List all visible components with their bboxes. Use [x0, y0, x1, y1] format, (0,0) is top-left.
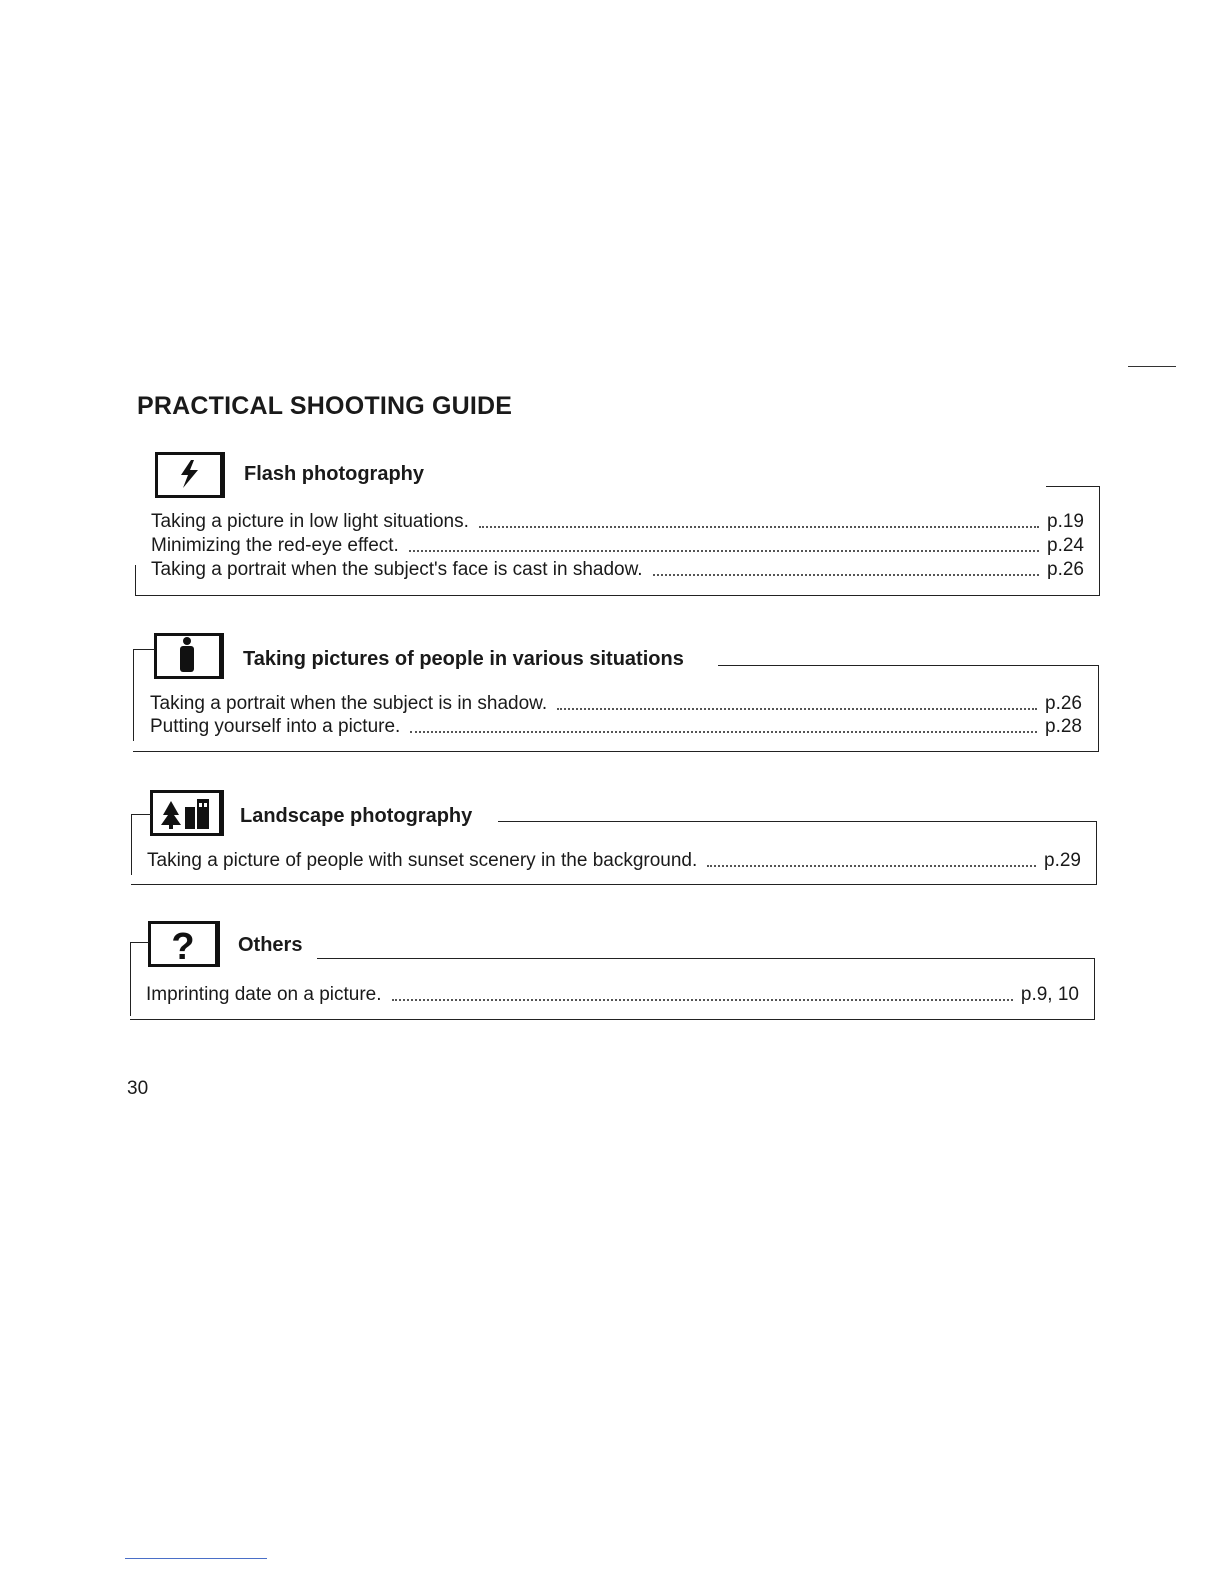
entry-text: Minimizing the red-eye effect. [151, 535, 399, 556]
list-item [150, 693, 1082, 715]
section-left-rule [133, 649, 134, 741]
section-top-rule-left [131, 814, 151, 815]
section-heading: Others [238, 934, 303, 956]
entry-text: Taking a portrait when the subject is in shadow. [150, 693, 548, 714]
section-right-rule [1099, 486, 1100, 596]
section-top-rule [317, 958, 1095, 959]
section-bottom-rule [133, 751, 1099, 752]
section-left-rule [135, 565, 136, 595]
section-right-rule [1098, 665, 1099, 752]
list-item [151, 535, 1084, 557]
section-left-rule [131, 814, 132, 875]
section-top-rule [1046, 486, 1100, 487]
entry-text: Imprinting date on a picture. [146, 984, 382, 1005]
svg-text:?: ? [171, 926, 195, 964]
entry-text: Taking a picture in low light situations. [151, 511, 469, 532]
corner-mark [1128, 366, 1176, 367]
list-item [146, 984, 1079, 1006]
dot-leader [392, 999, 1013, 1001]
footer-line [125, 1558, 267, 1559]
page-number: 30 [127, 1078, 149, 1099]
entry-page: p.26 [1047, 559, 1084, 580]
list-item [151, 559, 1084, 581]
entry-page: p.26 [1045, 693, 1082, 714]
page-title: PRACTICAL SHOOTING GUIDE [137, 392, 513, 420]
list-item [147, 850, 1081, 872]
dot-leader [409, 550, 1039, 552]
section-bottom-rule [130, 1019, 1095, 1020]
entry-text: Taking a portrait when the subject's face is cast in shadow. [151, 559, 643, 580]
section-left-rule [130, 942, 131, 1016]
entry-page: p.28 [1045, 716, 1082, 737]
section-top-rule [718, 665, 1099, 666]
list-item [151, 511, 1084, 533]
entry-page: p.9, 10 [1020, 984, 1079, 1005]
dot-leader [479, 526, 1039, 528]
flash-icon [155, 452, 225, 498]
section-top-rule-left [133, 649, 155, 650]
section-heading: Landscape photography [240, 805, 473, 827]
section-heading: Taking pictures of people in various situations [243, 648, 684, 670]
person-icon [154, 633, 224, 679]
entry-page: p.19 [1047, 511, 1084, 532]
section-bottom-rule [131, 884, 1097, 885]
dot-leader [410, 731, 1037, 733]
entry-text: Taking a picture of people with sunset scenery in the background. [147, 850, 698, 871]
section-right-rule [1096, 821, 1097, 885]
entry-page: p.29 [1044, 850, 1081, 871]
dot-leader [557, 708, 1037, 710]
section-right-rule [1094, 958, 1095, 1020]
dot-leader [707, 865, 1036, 867]
section-bottom-rule [135, 595, 1100, 596]
landscape-icon [150, 790, 224, 836]
list-item [150, 716, 1082, 738]
entry-page: p.24 [1047, 535, 1084, 556]
question-icon [148, 921, 220, 967]
dot-leader [653, 574, 1039, 576]
section-top-rule [498, 821, 1097, 822]
entry-text: Putting yourself into a picture. [150, 716, 401, 737]
section-heading: Flash photography [244, 463, 424, 485]
section-top-rule-left [130, 942, 149, 943]
